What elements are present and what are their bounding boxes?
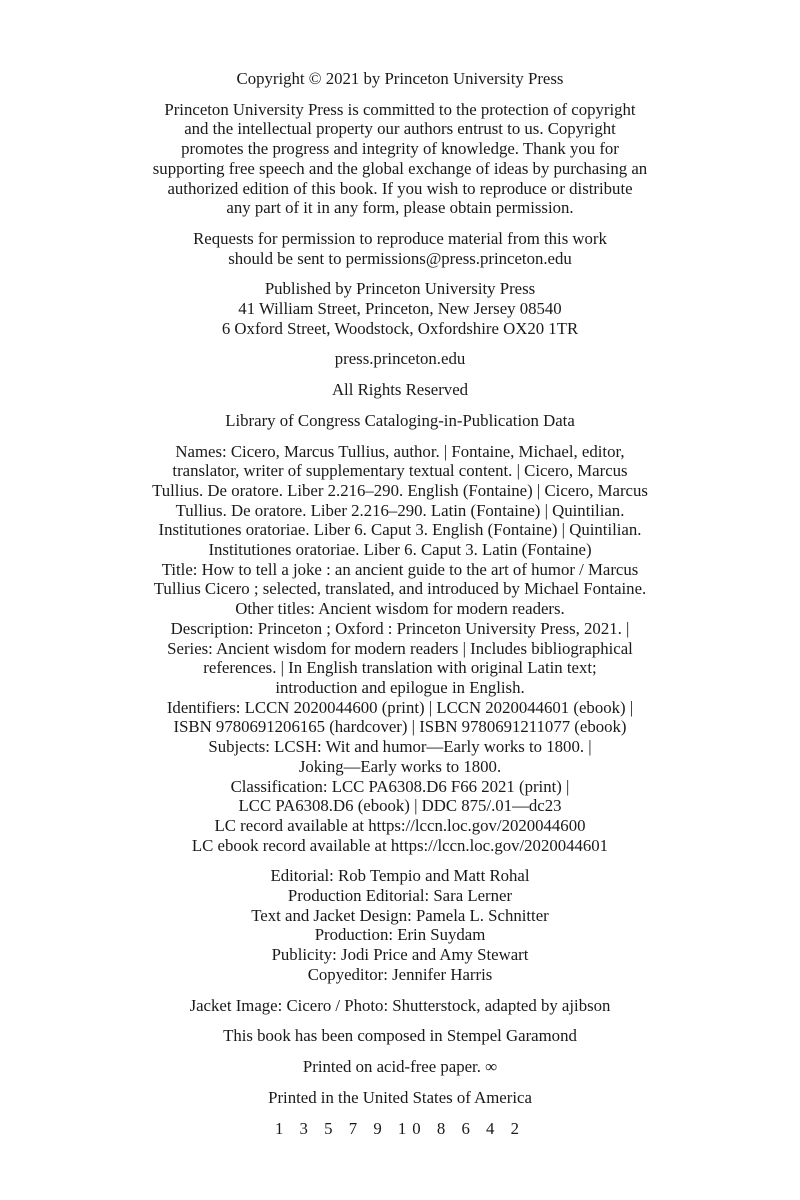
permissions-line: Requests for permission to reproduce material from this work: [193, 228, 607, 248]
cip-line: Other titles: Ancient wisdom for modern readers.: [235, 599, 565, 619]
printed-in-text: Printed in the United States of America: [268, 1087, 532, 1107]
credit-line: Text and Jacket Design: Pamela L. Schnitter: [251, 905, 549, 925]
copyright-policy-paragraph: [100, 100, 700, 218]
rights-statement: [100, 380, 700, 400]
publisher-line: 41 William Street, Princeton, New Jersey 08540: [238, 299, 562, 319]
composition-text: This book has been composed in Stempel Garamond: [223, 1026, 577, 1046]
website-text: press.princeton.edu: [334, 349, 466, 369]
policy-line: authorized edition of this book. If you wish to reproduce or distribute: [167, 178, 633, 198]
cip-heading: [100, 411, 700, 431]
cip-line: references. | In English translation with original Latin text;: [203, 658, 597, 678]
cip-line: LC ebook record available at https://lccn.loc.gov/2020044601: [191, 835, 609, 855]
publisher-line: 6 Oxford Street, Woodstock, Oxfordshire OX20 1TR: [221, 318, 579, 338]
copyright-notice: [100, 69, 700, 89]
permissions-line: should be sent to permissions@press.princeton.edu: [228, 248, 572, 268]
cip-line: Names: Cicero, Marcus Tullius, author. | Fontaine, Michael, editor,: [175, 441, 625, 461]
credit-line: Editorial: Rob Tempio and Matt Rohal: [270, 866, 530, 886]
printing-numbers: 1 3 5 7 9 10 8 6 4 2: [274, 1119, 526, 1139]
publisher-line: Published by Princeton University Press: [264, 279, 536, 299]
copyright-line: Copyright © 2021 by Princeton University Press: [236, 69, 564, 88]
credit-line: Copyeditor: Jennifer Harris: [307, 964, 493, 984]
policy-line: Princeton University Press is committed to the protection of copyright: [164, 99, 636, 119]
policy-line: and the intellectual property our authors entrust to us. Copyright: [184, 119, 616, 139]
cip-line: Institutiones oratoriae. Liber 6. Caput 3. Latin (Fontaine): [208, 540, 592, 560]
credit-line: Production: Erin Suydam: [314, 925, 486, 945]
cip-line: Institutiones oratoriae. Liber 6. Caput 3. English (Fontaine) | Quintilian.: [158, 520, 642, 540]
rights-text: All Rights Reserved: [331, 380, 469, 400]
cip-line: Subjects: LCSH: Wit and humor—Early works to 1800. |: [208, 737, 592, 757]
publisher-website: [100, 349, 700, 369]
cip-line: ISBN 9780691206165 (hardcover) | ISBN 9780691211077 (ebook): [173, 717, 627, 737]
publisher-address: [100, 279, 700, 338]
cip-line: Identifiers: LCCN 2020044600 (print) | LCCN 2020044601 (ebook) |: [166, 697, 634, 717]
credit-line: Production Editorial: Sara Lerner: [287, 886, 513, 906]
jacket-image-text: Jacket Image: Cicero / Photo: Shutterstock, adapted by ajibson: [189, 995, 611, 1015]
cip-line: Classification: LCC PA6308.D6 F66 2021 (print) |: [230, 776, 570, 796]
cip-line: LCC PA6308.D6 (ebook) | DDC 875/.01—dc23: [238, 796, 562, 816]
composition-note: [100, 1026, 700, 1046]
copyright-page: [100, 69, 700, 1150]
paper-note: [100, 1057, 700, 1077]
policy-line: any part of it in any form, please obtain permission.: [226, 198, 574, 218]
cip-line: translator, writer of supplementary textual content. | Cicero, Marcus: [172, 461, 628, 481]
credit-line: Publicity: Jodi Price and Amy Stewart: [271, 945, 529, 965]
cip-line: Tullius. De oratore. Liber 2.216–290. English (Fontaine) | Cicero, Marcus: [152, 480, 648, 500]
cip-line: Tullius. De oratore. Liber 2.216–290. Latin (Fontaine) | Quintilian.: [175, 500, 625, 520]
policy-line: promotes the progress and integrity of knowledge. Thank you for: [181, 139, 619, 159]
cip-line: LC record available at https://lccn.loc.gov/2020044600: [214, 815, 586, 835]
printed-in-note: [100, 1088, 700, 1108]
printing-number-line: [100, 1119, 700, 1139]
cip-heading-text: Library of Congress Cataloging-in-Publication Data: [225, 410, 575, 430]
permissions-request: [100, 229, 700, 268]
production-credits: [100, 866, 700, 984]
paper-text: Printed on acid-free paper. ∞: [302, 1056, 498, 1076]
cip-line: Title: How to tell a joke : an ancient guide to the art of humor / Marcus: [161, 559, 639, 579]
cip-line: Series: Ancient wisdom for modern readers | Includes bibliographical: [167, 638, 633, 658]
jacket-image-credit: [100, 996, 700, 1016]
cip-line: introduction and epilogue in English.: [275, 677, 525, 697]
cip-record: [100, 442, 700, 856]
cip-line: Description: Princeton ; Oxford : Princeton University Press, 2021. |: [170, 618, 630, 638]
policy-line: supporting free speech and the global exchange of ideas by purchasing an: [152, 158, 648, 178]
cip-line: Joking—Early works to 1800.: [298, 756, 502, 776]
cip-line: Tullius Cicero ; selected, translated, and introduced by Michael Fontaine.: [153, 579, 647, 599]
